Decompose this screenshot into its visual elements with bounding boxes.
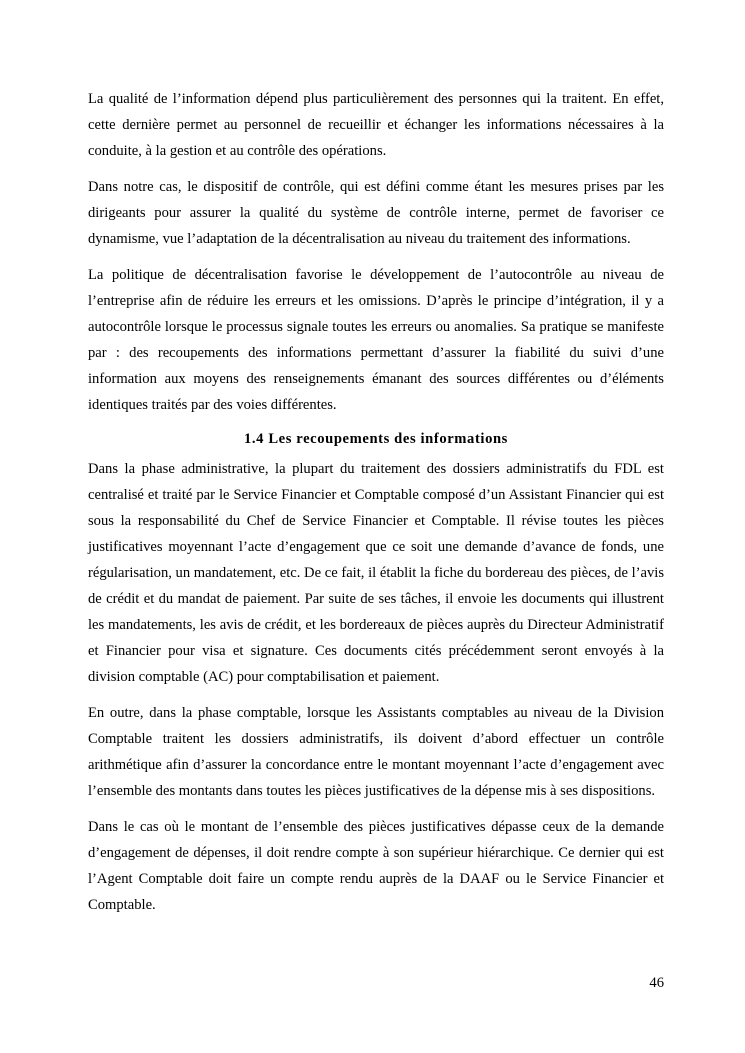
document-page: [88, 86, 664, 928]
paragraph-accounting-phase: En outre, dans la phase comptable, lorsque les Assistants comptables au niveau de la Division Comptable traitent les dossiers administratifs, ils doivent d’abord effectuer un contrôle arithmétique afin d’assurer la concordance entre le montant moyennant l’acte d’engagement avec l’ensemble des montants dans toutes les pièces justificatives de la dépense mis à ses dispositions.: [88, 705, 664, 799]
paragraph-information-quality: La qualité de l’information dépend plus particulièrement des personnes qui la traitent. En effet, cette dernière permet au personnel de recueillir et échanger les informations nécessaires à la conduite, à la gestion et au contrôle des opérations.: [88, 91, 664, 159]
paragraph-decentralisation: La politique de décentralisation favorise le développement de l’autocontrôle au niveau de l’entreprise afin de réduire les erreurs et les omissions. D’après le principe d’intégration, il y a autocontrôle lorsque le processus signale toutes les erreurs ou anomalies. Sa pratique se manifeste par : des recoupements des informations permettant d’assurer la fiabilité du suivi d’une information aux moyens des renseignements émanant des sources différentes ou d’éléments identiques traités par des voies différentes.: [88, 267, 664, 413]
paragraph-control-device: Dans notre cas, le dispositif de contrôle, qui est défini comme étant les mesures prises par les dirigeants pour assurer la qualité du système de contrôle interne, permet de favoriser ce dynamisme, vue l’adaptation de la décentralisation au niveau du traitement des informations.: [88, 179, 664, 247]
paragraph-administrative-phase: Dans la phase administrative, la plupart du traitement des dossiers administratifs du FDL est centralisé et traité par le Service Financier et Comptable composé d’un Assistant Financier qui est sous la responsabilité du Chef de Service Financier et Comptable. Il révise toutes les pièces justificatives moyennant l’acte d’engagement que ce soit une demande d’avance de fonds, une régularisation, un mandatement, etc. De ce fait, il établit la fiche du bordereau des pièces, de l’avis de crédit et du mandat de paiement. Par suite de ses tâches, il envoie les documents qui illustrent les mandatements, les avis de crédit, et les bordereaux de pièces auprès du Directeur Administratif et Financier pour visa et signature. Ces documents cités précédemment seront envoyés à la division comptable (AC) pour comptabilisation et paiement.: [88, 461, 664, 685]
section-heading: 1.4 Les recoupements des informations: [244, 431, 508, 447]
page-number: 46: [649, 975, 664, 991]
paragraph-overrun-case: Dans le cas où le montant de l’ensemble des pièces justificatives dépasse ceux de la demande d’engagement de dépenses, il doit rendre compte à son supérieur hiérarchique. Ce dernier qui est l’Agent Comptable doit faire un compte rendu auprès de la DAAF ou le Service Financier et Comptable.: [88, 819, 664, 913]
